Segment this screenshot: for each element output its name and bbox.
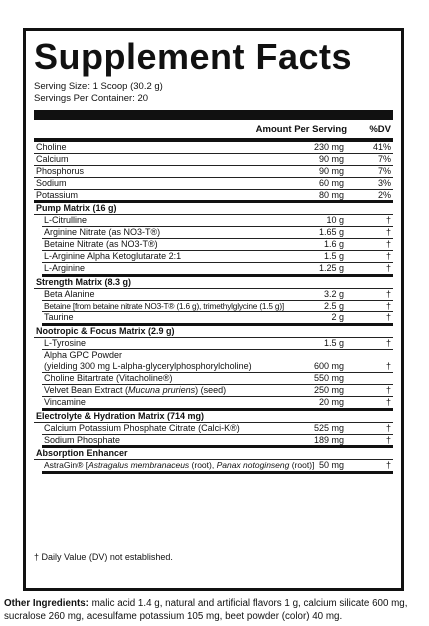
ingredient-name: L-Tyrosine xyxy=(44,338,87,349)
ingredient-row xyxy=(42,301,393,313)
nutrient-amount: 60 mg xyxy=(318,177,344,188)
nutrient-dv: 3% xyxy=(377,177,391,188)
ingredient-amount: 3.2 g xyxy=(323,288,344,299)
ingredient-amount: 2.5 g xyxy=(323,300,344,311)
ingredient-dv: † xyxy=(385,422,391,433)
absorption-enhancer-heading xyxy=(34,448,393,460)
ingredient-name: Arginine Nitrate (as NO3-T®) xyxy=(44,227,161,238)
nutrient-dv: 41% xyxy=(372,142,391,152)
latin-name: Astragalus membranaceus xyxy=(88,460,190,471)
name-part: AstraGin® [ xyxy=(44,460,89,471)
name-part: (root), xyxy=(189,460,217,471)
ingredient-name: L-Citrulline xyxy=(44,215,88,226)
ingredient-row xyxy=(42,227,393,239)
ingredient-amount: 1.5 g xyxy=(323,251,344,262)
group-title: Strength Matrix (8.3 g) xyxy=(36,276,132,287)
ingredient-row xyxy=(42,239,393,251)
ingredient-amount: 600 mg xyxy=(313,361,344,372)
nutrient-name: Sodium xyxy=(36,177,67,188)
ingredient-name: Calcium Potassium Phosphate Citrate (Calci-K®) xyxy=(44,422,240,433)
ingredient-row xyxy=(42,385,393,397)
ingredient-name: L-Arginine xyxy=(44,262,86,273)
nutrient-row xyxy=(34,178,393,190)
ingredient-dv: † xyxy=(385,434,391,445)
nutrient-row xyxy=(34,154,393,166)
nutrient-name: Potassium xyxy=(36,189,79,200)
ingredient-name: Taurine xyxy=(44,312,74,323)
nootropic-matrix-heading xyxy=(34,326,393,338)
ingredient-row xyxy=(42,251,393,263)
ingredient-row xyxy=(42,435,393,449)
dv-header: %DV xyxy=(369,124,391,135)
nutrient-name: Choline xyxy=(36,142,67,152)
serving-size: Serving Size: 1 Scoop (30.2 g) xyxy=(34,81,163,92)
ingredient-name xyxy=(44,385,226,396)
ingredient-name: Vincamine xyxy=(44,396,86,407)
ingredient-row xyxy=(42,263,393,277)
ingredient-name: Betaine Nitrate (as NO3-T®) xyxy=(44,239,158,250)
latin-name: Panax notoginseng xyxy=(216,460,290,471)
dv-footnote: † Daily Value (DV) not established. xyxy=(34,552,173,562)
ingredient-name-line2: (yielding 300 mg L-alpha-glycerylphosphorylcholine) xyxy=(44,361,252,372)
name-part: Velvet Bean Extract ( xyxy=(44,385,129,396)
ingredient-dv: † xyxy=(385,239,391,250)
panel-title: Supplement Facts xyxy=(34,36,353,77)
ingredient-row xyxy=(42,460,393,474)
ingredient-name: Choline Bitartrate (Vitacholine®) xyxy=(44,373,173,384)
nutrient-amount: 80 mg xyxy=(318,189,344,200)
nutrient-amount: 90 mg xyxy=(318,165,344,176)
other-ingredients-text: malic acid 1.4 g, natural and artificial flavors 1 g, calcium silicate 600 mg, sucralose 260 mg, acesulfame potassium 105 mg, beet powder (color) 40 mg. xyxy=(4,598,408,622)
ingredient-name: Beta Alanine xyxy=(44,288,95,299)
ingredient-row xyxy=(42,312,393,326)
electrolyte-matrix-heading xyxy=(34,411,393,423)
nutrient-name: Calcium xyxy=(36,153,69,164)
ingredient-row xyxy=(42,350,393,373)
nutrient-dv: 2% xyxy=(377,189,391,200)
ingredient-name: L-Arginine Alpha Ketoglutarate 2:1 xyxy=(44,251,182,262)
ingredient-name: Sodium Phosphate xyxy=(44,434,121,445)
ingredient-dv: † xyxy=(385,396,391,407)
ingredient-amount: 1.65 g xyxy=(318,227,344,238)
latin-name: Mucuna pruriens xyxy=(128,385,196,396)
facts-table xyxy=(34,120,393,474)
ingredient-dv: † xyxy=(385,215,391,226)
ingredient-name-line1: Alpha GPC Powder xyxy=(44,350,123,361)
ingredient-amount: 250 mg xyxy=(313,385,344,396)
ingredient-row xyxy=(42,215,393,227)
nutrient-row xyxy=(34,142,393,154)
other-ingredients-label: Other Ingredients: xyxy=(4,598,89,609)
ingredient-amount: 1.5 g xyxy=(323,338,344,349)
ingredient-amount: 1.25 g xyxy=(318,262,344,273)
group-title: Absorption Enhancer xyxy=(36,448,128,459)
group-title: Electrolyte & Hydration Matrix (714 mg) xyxy=(36,410,205,421)
other-ingredients xyxy=(4,597,428,623)
ingredient-row xyxy=(42,373,393,385)
group-title: Nootropic & Focus Matrix (2.9 g) xyxy=(36,326,175,337)
group-title: Pump Matrix (16 g) xyxy=(36,203,117,214)
ingredient-amount: 525 mg xyxy=(313,422,344,433)
ingredient-amount: 10 g xyxy=(326,215,344,226)
ingredient-amount: 2 g xyxy=(331,312,344,323)
ingredient-name xyxy=(44,460,314,471)
ingredient-dv: † xyxy=(385,338,391,349)
pump-matrix-heading xyxy=(34,203,393,215)
nutrient-row xyxy=(34,166,393,178)
nutrient-name: Phosphorus xyxy=(36,165,85,176)
ingredient-name: Betaine [from betaine nitrate NO3-T® (1.6 g), trimethylglycine (1.5 g)] xyxy=(44,300,285,311)
ingredient-name xyxy=(44,350,252,372)
ingredient-row xyxy=(42,338,393,350)
ingredient-amount: 20 mg xyxy=(318,396,344,407)
ingredient-dv: † xyxy=(385,288,391,299)
ingredient-amount: 50 mg xyxy=(318,460,344,471)
header-divider xyxy=(34,110,393,120)
ingredient-row xyxy=(42,397,393,411)
name-part: ) (seed) xyxy=(195,385,227,396)
ingredient-dv: † xyxy=(385,385,391,396)
ingredient-row xyxy=(42,289,393,301)
ingredient-dv: † xyxy=(385,262,391,273)
ingredient-dv: † xyxy=(385,460,391,471)
ingredient-dv: † xyxy=(385,361,391,372)
amount-header: Amount Per Serving xyxy=(255,124,347,135)
ingredient-dv: † xyxy=(385,227,391,238)
ingredient-dv: † xyxy=(385,312,391,323)
nutrient-dv: 7% xyxy=(377,153,391,164)
nutrient-dv: 7% xyxy=(377,165,391,176)
strength-matrix-heading xyxy=(34,277,393,289)
name-part: (root)] xyxy=(289,460,315,471)
ingredient-dv: † xyxy=(385,300,391,311)
table-header xyxy=(34,120,393,142)
ingredient-amount: 550 mg xyxy=(313,373,344,384)
ingredient-amount: 1.6 g xyxy=(323,239,344,250)
supplement-facts-panel xyxy=(23,28,404,591)
ingredient-row xyxy=(42,423,393,435)
nutrient-amount: 230 mg xyxy=(313,142,344,152)
servings-per-container: Servings Per Container: 20 xyxy=(34,93,149,104)
ingredient-dv: † xyxy=(385,251,391,262)
nutrient-row xyxy=(34,190,393,204)
nutrient-amount: 90 mg xyxy=(318,153,344,164)
ingredient-amount: 189 mg xyxy=(313,434,344,445)
